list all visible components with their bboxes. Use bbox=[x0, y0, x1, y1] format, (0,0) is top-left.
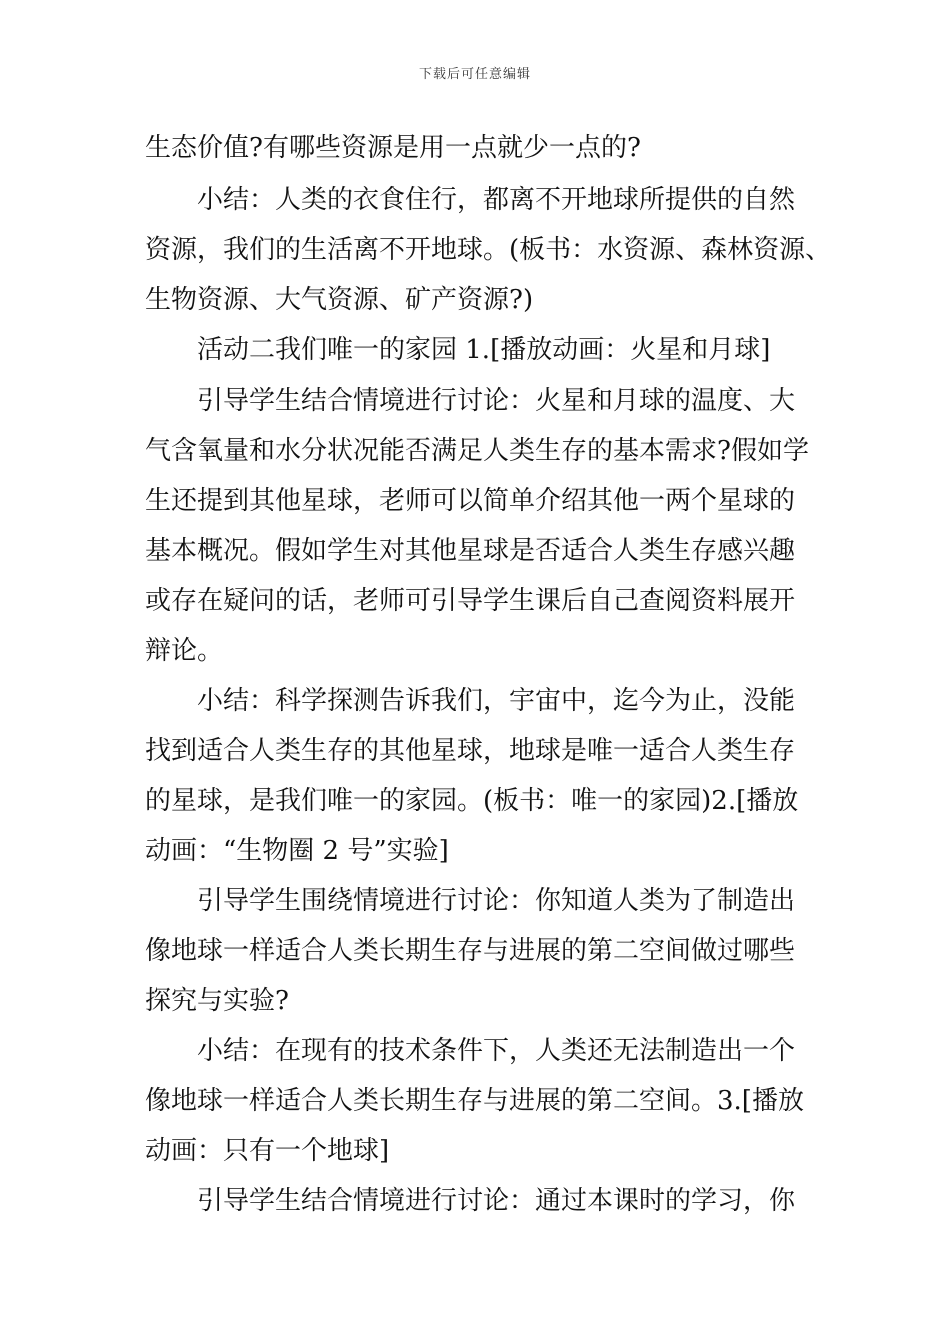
body-line: 或存在疑问的话，老师可引导学生课后自己查阅资料展开 bbox=[145, 586, 796, 616]
body-line: 引导学生围绕情境进行讨论：你知道人类为了制造出 bbox=[197, 886, 796, 916]
body-line: 找到适合人类生存的其他星球，地球是唯一适合人类生存 bbox=[145, 736, 796, 766]
body-line: 气含氧量和水分状况能否满足人类生存的基本需求?假如学 bbox=[145, 436, 809, 466]
body-line: 引导学生结合情境进行讨论：火星和月球的温度、大 bbox=[197, 386, 796, 416]
body-line: 探究与实验? bbox=[145, 986, 289, 1016]
body-line: 小结：在现有的技术条件下，人类还无法制造出一个 bbox=[197, 1036, 796, 1066]
body-line: 像地球一样适合人类长期生存与进展的第二空间做过哪些 bbox=[145, 936, 796, 966]
body-line: 生还提到其他星球，老师可以简单介绍其他一两个星球的 bbox=[145, 486, 796, 516]
body-line: 动画：只有一个地球] bbox=[145, 1136, 390, 1166]
body-line: 资源，我们的生活离不开地球。(板书：水资源、森林资源、 bbox=[145, 235, 832, 265]
page-header: 下载后可任意编辑 bbox=[418, 67, 531, 82]
body-line: 生态价值?有哪些资源是用一点就少一点的? bbox=[145, 133, 641, 163]
body-line: 生物资源、大气资源、矿产资源?) bbox=[145, 285, 534, 315]
body-line: 小结：科学探测告诉我们，宇宙中，迄今为止，没能 bbox=[197, 686, 796, 716]
body-line: 活动二我们唯一的家园 1.[播放动画：火星和月球] bbox=[197, 335, 771, 365]
body-line: 的星球，是我们唯一的家园。(板书：唯一的家园)2.[播放 bbox=[145, 786, 799, 816]
body-line: 基本概况。假如学生对其他星球是否适合人类生存感兴趣 bbox=[145, 536, 796, 566]
body-line: 像地球一样适合人类长期生存与进展的第二空间。3.[播放 bbox=[145, 1086, 804, 1116]
body-line: 辩论。 bbox=[145, 636, 224, 666]
body-line: 引导学生结合情境进行讨论：通过本课时的学习，你 bbox=[197, 1186, 796, 1216]
body-line: 小结：人类的衣食住行，都离不开地球所提供的自然 bbox=[197, 185, 796, 215]
body-line: 动画：“生物圈 2 号”实验] bbox=[145, 836, 449, 866]
